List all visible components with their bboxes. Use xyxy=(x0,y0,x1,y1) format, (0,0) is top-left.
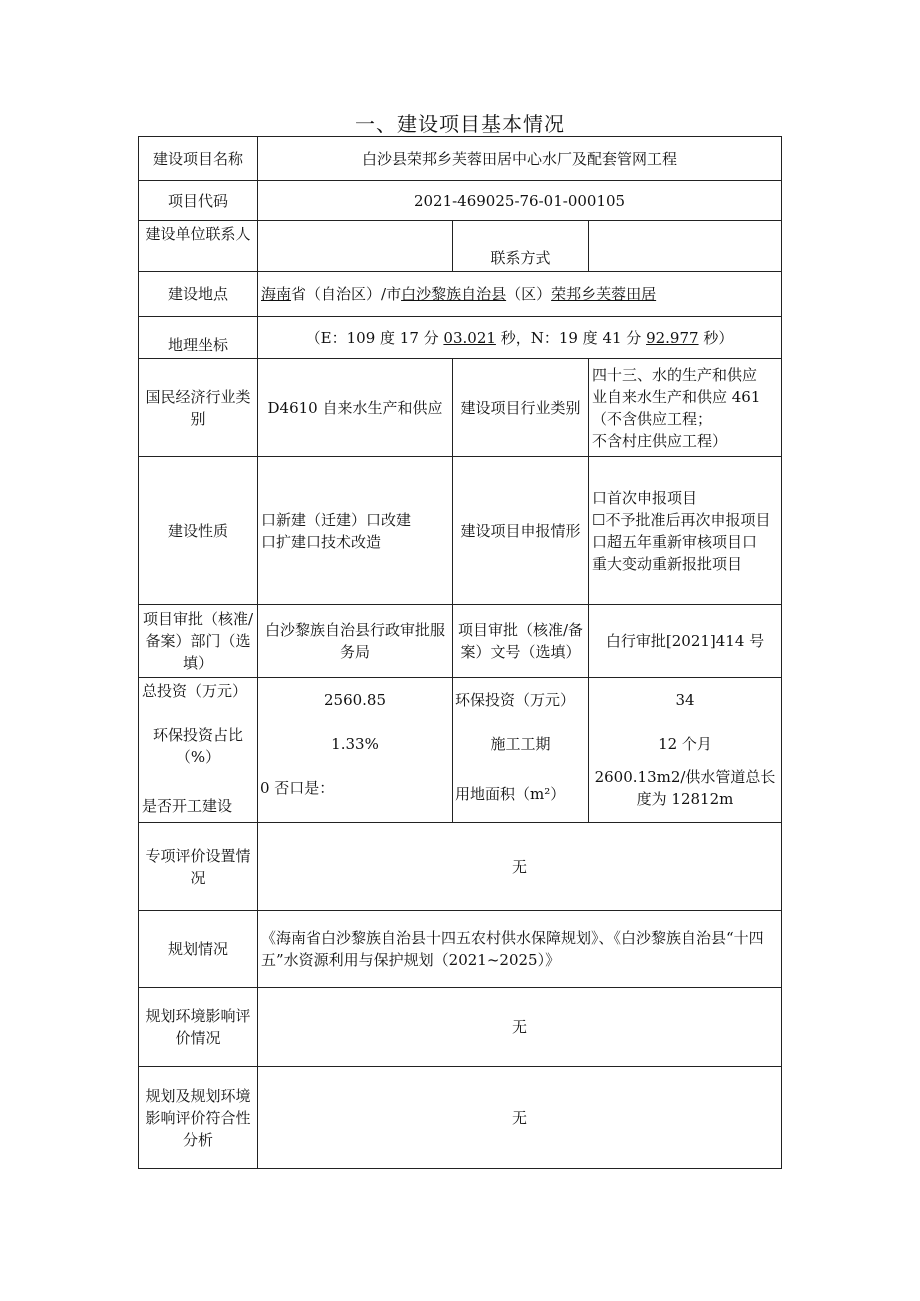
row-plan-env xyxy=(139,988,782,1067)
value-plan-env: 无 xyxy=(258,988,782,1067)
label-project-industry: 建设项目行业类别 xyxy=(453,359,589,457)
value-nature xyxy=(258,457,453,605)
row-location xyxy=(139,272,782,317)
value-total-investment: 2560.85 xyxy=(323,691,387,709)
location-province: 海南 xyxy=(261,285,292,303)
page-title: 一、建设项目基本情况 xyxy=(355,112,565,136)
investment-values xyxy=(258,678,453,823)
value-env-ratio: 1.33% xyxy=(331,735,379,753)
value-project-name: 白沙县荣邦乡芙蓉田居中心水厂及配套管网工程 xyxy=(258,137,782,181)
label-plan-conform: 规划及规划环境影响评价符合性分析 xyxy=(139,1067,258,1169)
investment-labels xyxy=(139,678,258,823)
row-coords xyxy=(139,317,782,359)
value-industry: D4610 自来水生产和供应 xyxy=(258,359,453,457)
row-special-eval xyxy=(139,823,782,911)
label-construction-period: 施工工期 xyxy=(490,735,551,753)
coords-e-seconds: 03.021 xyxy=(443,328,496,347)
row-plan xyxy=(139,911,782,988)
value-application xyxy=(589,457,782,605)
investment-values-2 xyxy=(589,678,782,823)
value-approval-dept: 白沙黎族自治县行政审批服务局 xyxy=(258,605,453,678)
value-contact-method xyxy=(589,221,782,272)
value-construction-period: 12 个月 xyxy=(658,735,712,753)
row-contact xyxy=(139,221,782,272)
label-plan: 规划情况 xyxy=(139,911,258,988)
industry-line: 不含村庄供应工程） xyxy=(592,431,728,450)
application-line: 口超五年重新审核项目口 xyxy=(592,532,758,551)
coords-suffix: 秒） xyxy=(698,328,734,347)
row-industry xyxy=(139,359,782,457)
row-plan-conform xyxy=(139,1067,782,1169)
location-county-suffix: （区） xyxy=(506,285,552,303)
label-nature: 建设性质 xyxy=(139,457,258,605)
label-contact-method: 联系方式 xyxy=(453,221,589,272)
label-project-code: 项目代码 xyxy=(139,181,258,221)
value-contact xyxy=(258,221,453,272)
application-line: 重大变动重新报批项目 xyxy=(592,554,743,573)
location-province-suffix: 省（自治区）/市 xyxy=(291,285,402,303)
label-project-name: 建设项目名称 xyxy=(139,137,258,181)
value-plan-conform: 无 xyxy=(258,1067,782,1169)
row-project-name xyxy=(139,137,782,181)
row-nature xyxy=(139,457,782,605)
investment-labels-2 xyxy=(453,678,589,823)
coords-prefix: （E：109 度 17 分 xyxy=(305,328,444,347)
row-investment xyxy=(139,678,782,823)
nature-line: 口扩建口技术改造 xyxy=(261,532,382,551)
label-approval-no: 项目审批（核准/备案）文号（选填） xyxy=(453,605,589,678)
industry-line: 四十三、水的生产和供应 xyxy=(592,365,758,384)
value-project-industry xyxy=(589,359,782,457)
label-location: 建设地点 xyxy=(139,272,258,317)
industry-line: （不含供应工程； xyxy=(592,409,713,428)
coords-n-seconds: 92.977 xyxy=(646,328,699,347)
label-construction-started: 是否开工建设 xyxy=(142,797,233,815)
value-location xyxy=(258,272,782,317)
label-plan-env: 规划环境影响评价情况 xyxy=(139,988,258,1067)
location-county: 白沙黎族自治县 xyxy=(401,285,507,303)
label-special-eval: 专项评价设置情况 xyxy=(139,823,258,911)
label-total-investment: 总投资（万元） xyxy=(142,682,248,700)
value-construction-started: 0 否口是： xyxy=(260,779,335,797)
project-info-table xyxy=(138,136,782,1169)
row-approval xyxy=(139,605,782,678)
coords-mid: 秒，N：19 度 41 分 xyxy=(495,328,647,347)
industry-line: 业自来水生产和供应 461 xyxy=(592,387,761,406)
value-land-area: 2600.13m2/供水管道总长度为 12812m xyxy=(594,768,776,808)
location-town: 荣邦乡芙蓉田居 xyxy=(551,285,657,303)
label-land-area: 用地面积（m²） xyxy=(455,785,566,803)
label-application: 建设项目申报情形 xyxy=(453,457,589,605)
value-project-code: 2021-469025-76-01-000105 xyxy=(258,181,782,221)
nature-line: 口新建（迁建）口改建 xyxy=(261,510,412,529)
application-line: ☐不予批准后再次申报项目 xyxy=(592,510,771,529)
value-coords xyxy=(258,317,782,359)
value-approval-no: 白行审批[2021]414 号 xyxy=(589,605,782,678)
value-env-investment: 34 xyxy=(675,691,695,709)
label-contact: 建设单位联系人 xyxy=(139,221,258,272)
label-industry: 国民经济行业类别 xyxy=(139,359,258,457)
label-approval-dept: 项目审批（核准/备案）部门（选填） xyxy=(139,605,258,678)
label-coords: 地理坐标 xyxy=(139,317,258,359)
row-project-code xyxy=(139,181,782,221)
application-line: 口首次申报项目 xyxy=(592,488,698,507)
value-plan: 《海南省白沙黎族自治县十四五农村供水保障规划》、《白沙黎族自治县“十四五”水资源利用与保护规划（2021~2025）》 xyxy=(258,911,782,988)
value-special-eval: 无 xyxy=(258,823,782,911)
label-env-investment: 环保投资（万元） xyxy=(455,691,576,709)
label-env-ratio: 环保投资占比（%） xyxy=(152,726,243,766)
